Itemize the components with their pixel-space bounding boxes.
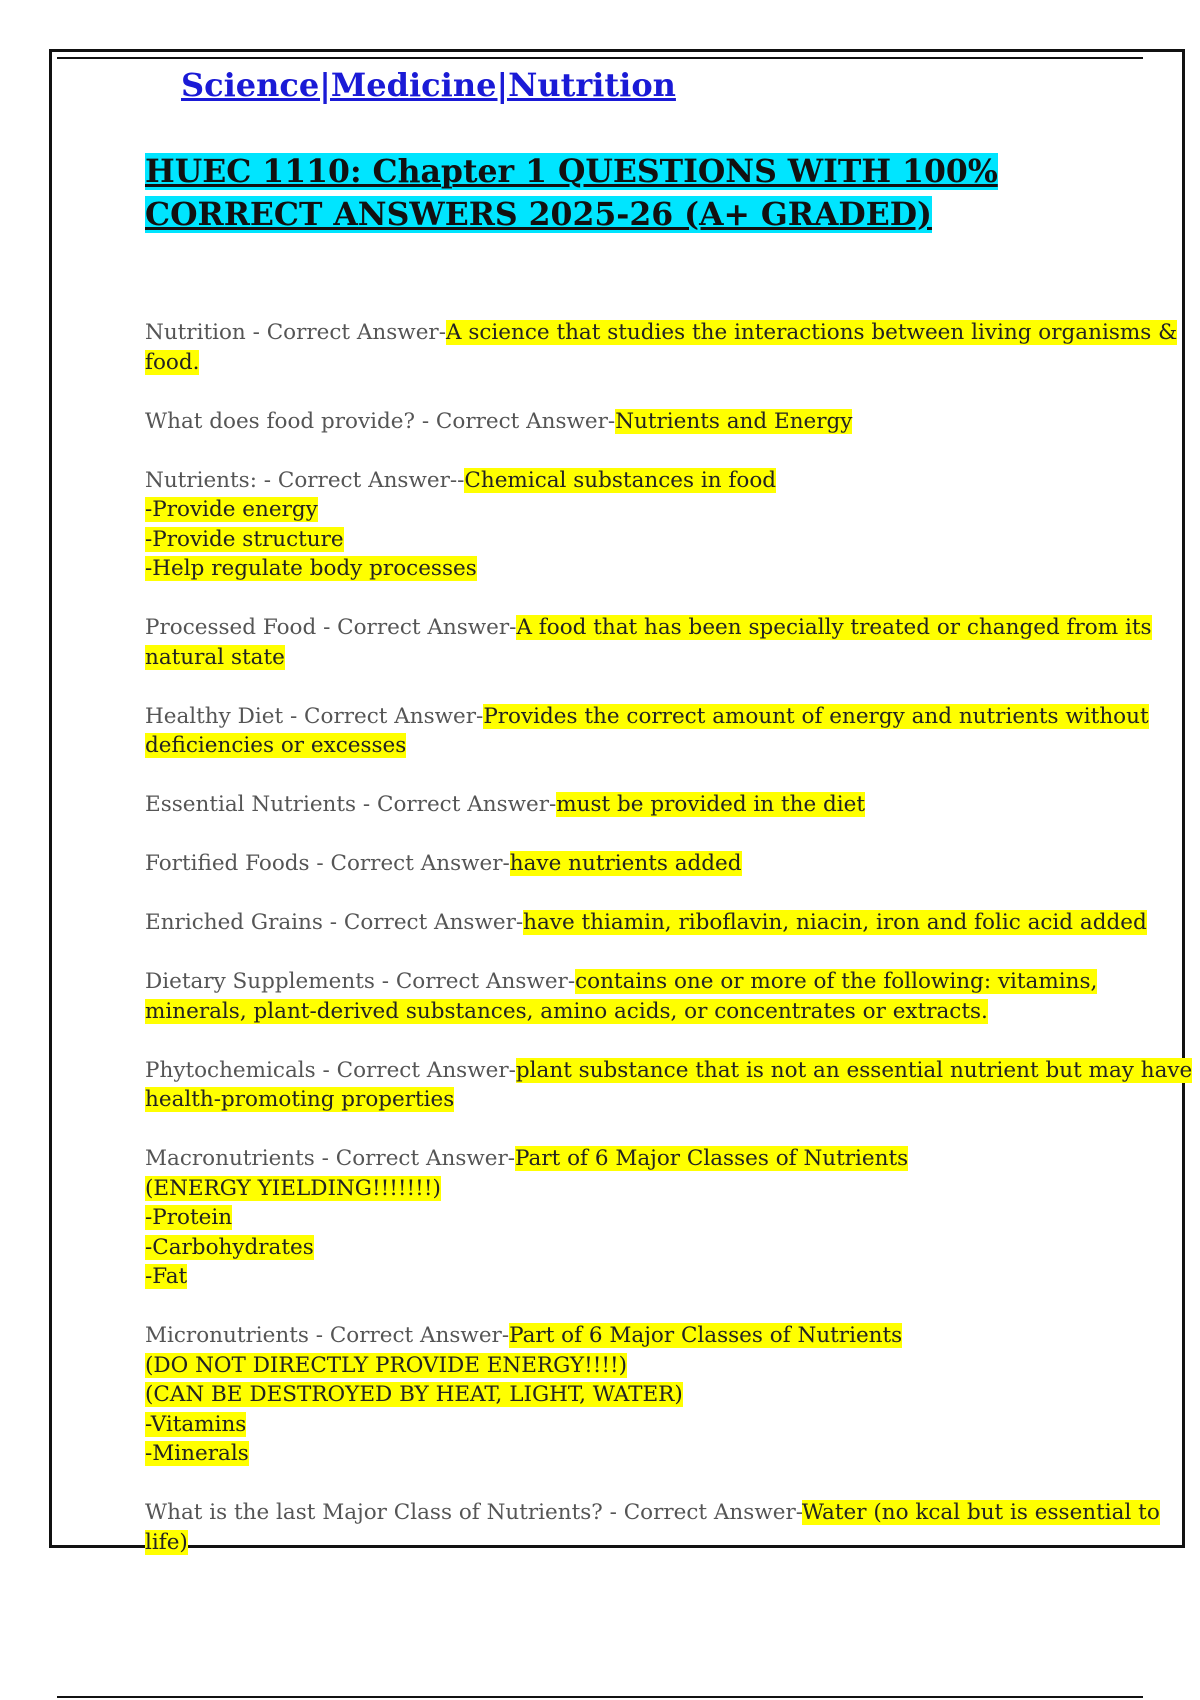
qa-prompt: Essential Nutrients - Correct Answer-	[145, 792, 557, 817]
qa-item	[145, 790, 1200, 820]
qa-answer: Part of 6 Major Classes of Nutrients	[509, 1323, 903, 1348]
top-rule	[57, 57, 1143, 59]
qa-prompt: Phytochemicals - Correct Answer-	[145, 1057, 516, 1083]
qa-answer-line: (CAN BE DESTROYED BY HEAT, LIGHT, WATER)	[145, 1382, 683, 1407]
qa-prompt: Nutrition - Correct Answer-	[145, 320, 446, 345]
qa-answer-line: -Help regulate body processes	[145, 556, 477, 581]
qa-answer: must be provided in the diet	[556, 792, 866, 817]
qa-answer-line: -Fat	[145, 1264, 188, 1289]
qa-prompt: Fortified Foods - Correct Answer-	[145, 851, 510, 876]
bottom-rule	[57, 1696, 1143, 1698]
qa-answer-line: -Minerals	[145, 1441, 249, 1466]
qa-answer: Nutrients and Energy	[615, 408, 853, 434]
document-title-text: HUEC 1110: Chapter 1 QUESTIONS WITH 100% CORRECT ANSWERS 2025-26 (A+ GRADED)	[145, 153, 998, 233]
qa-prompt: Macronutrients - Correct Answer-	[145, 1146, 516, 1171]
qa-answer-line: -Vitamins	[145, 1411, 247, 1437]
category-links[interactable]: Science|Medicine|Nutrition	[181, 66, 676, 104]
qa-answer: A food that has been specially treated or changed from its natural state	[145, 615, 1152, 670]
qa-item	[145, 702, 1200, 761]
qa-prompt: Enriched Grains - Correct Answer-	[145, 910, 524, 935]
qa-answer-line: -Provide structure	[145, 526, 344, 552]
qa-item	[145, 407, 1200, 437]
qa-prompt: Processed Food - Correct Answer-	[145, 615, 517, 640]
qa-answer: have thiamin, riboflavin, niacin, iron and folic acid added	[523, 910, 1147, 935]
qa-answer: plant substance that is not an essential nutrient but may have health-promoting properties	[145, 1057, 1193, 1112]
qa-item	[145, 1498, 1200, 1557]
qa-answer-line: (ENERGY YIELDING!!!!!!!)	[145, 1175, 441, 1201]
qa-item	[145, 967, 1200, 1026]
qa-answer-line: -Provide energy	[145, 497, 318, 522]
qa-prompt: Micronutrients - Correct Answer-	[145, 1323, 510, 1348]
qa-prompt: Nutrients: - Correct Answer--	[145, 467, 465, 493]
qa-answer: Chemical substances in food	[464, 467, 777, 493]
qa-answer: A science that studies the interactions between living organisms & food.	[145, 320, 1178, 375]
qa-answer: have nutrients added	[509, 851, 742, 876]
qa-item	[145, 908, 1200, 938]
qa-answer: Water (no kcal but is essential to life)	[145, 1500, 1160, 1555]
qa-answer: Provides the correct amount of energy and nutrients without deficiencies or excesses	[145, 703, 1149, 758]
qa-answer-line: (DO NOT DIRECTLY PROVIDE ENERGY!!!!)	[145, 1352, 628, 1378]
qa-answer: Part of 6 Major Classes of Nutrients	[515, 1146, 909, 1171]
qa-prompt: Dietary Supplements - Correct Answer-	[145, 969, 576, 994]
qa-item	[145, 1144, 1200, 1292]
document-title	[145, 150, 1125, 236]
qa-answer-line: -Protein	[145, 1205, 233, 1230]
qa-item	[145, 466, 1200, 584]
qa-list	[145, 318, 1200, 1587]
qa-prompt: Healthy Diet - Correct Answer-	[145, 703, 484, 729]
qa-prompt: What does food provide? - Correct Answer-	[145, 408, 616, 434]
qa-answer: contains one or more of the following: vitamins, minerals, plant-derived substances, amino acids, or concentrates or extracts.	[145, 969, 1098, 1024]
qa-prompt: What is the last Major Class of Nutrients? - Correct Answer-	[145, 1500, 802, 1525]
qa-item	[145, 318, 1200, 377]
qa-item	[145, 1056, 1200, 1115]
qa-item	[145, 1321, 1200, 1469]
qa-item	[145, 613, 1200, 672]
qa-answer-line: -Carbohydrates	[145, 1234, 314, 1260]
qa-item	[145, 849, 1200, 879]
